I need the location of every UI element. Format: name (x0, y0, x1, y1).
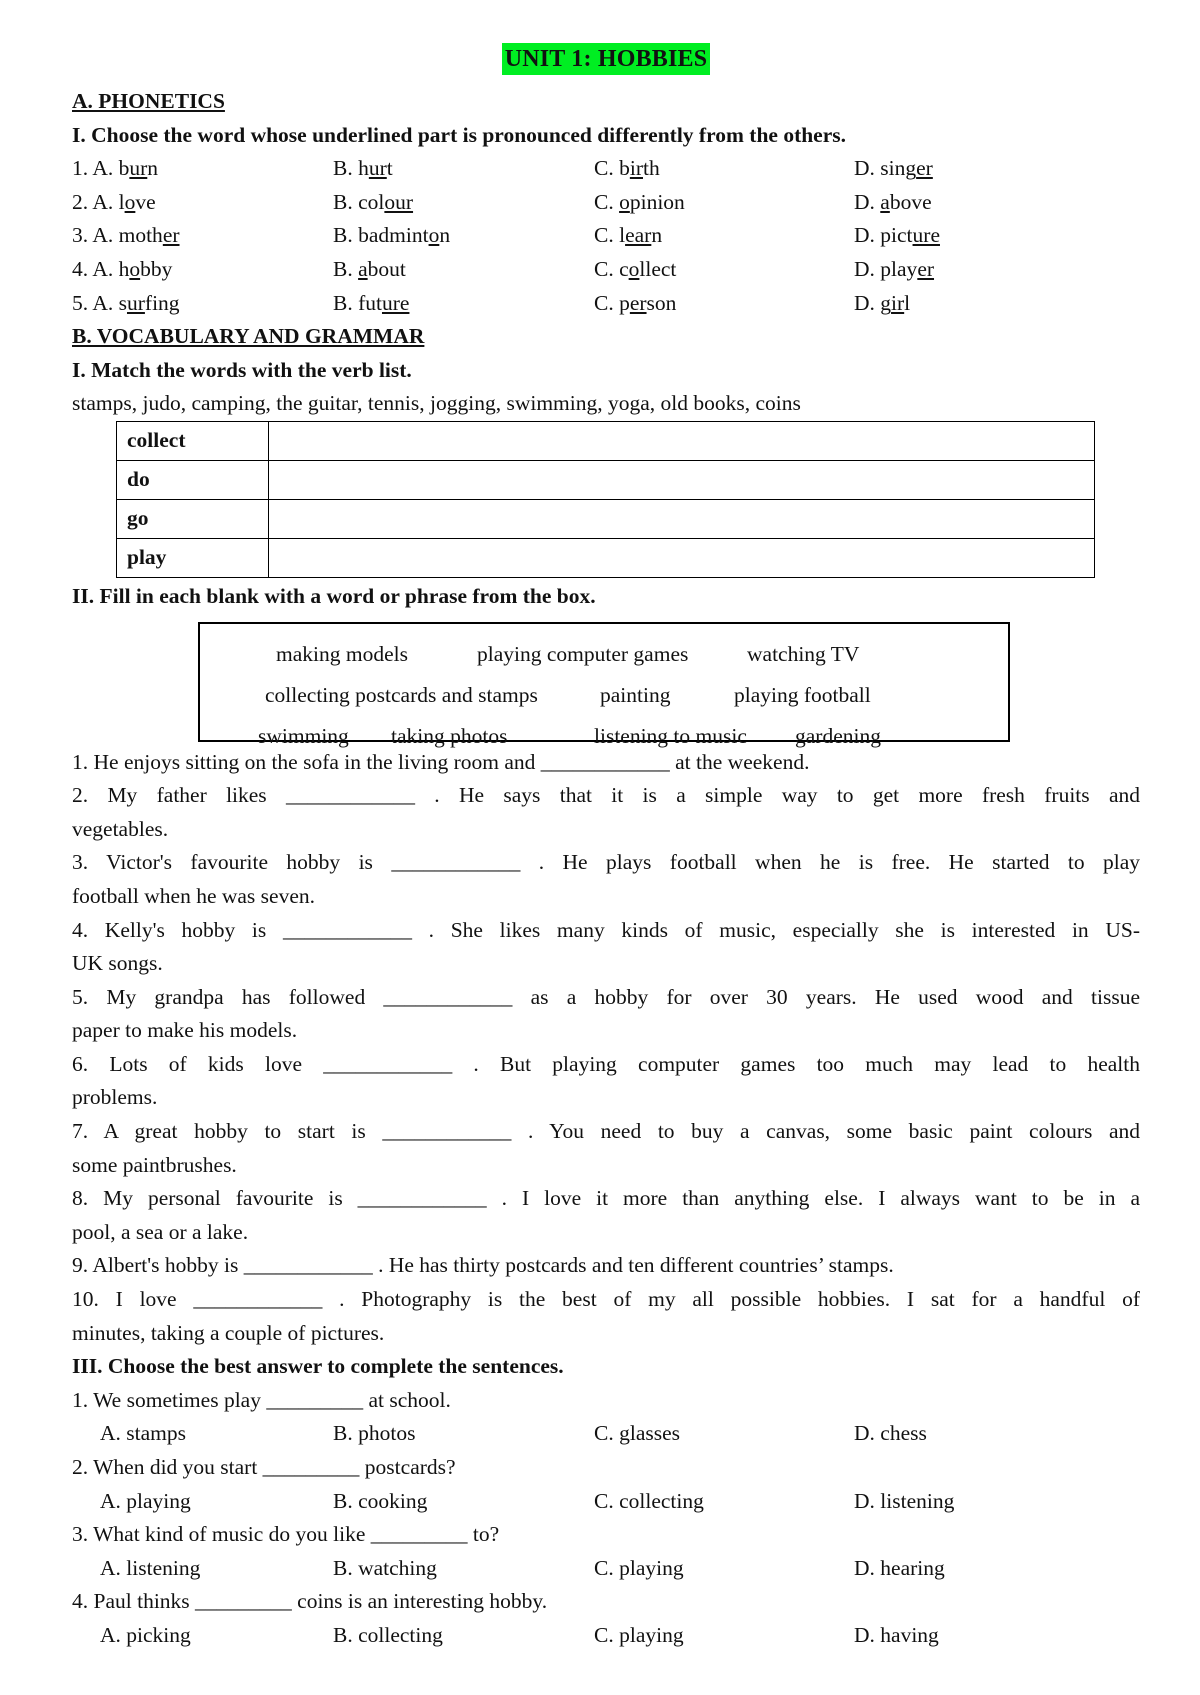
mc-options (72, 1485, 1140, 1519)
answer-cell[interactable] (269, 421, 1095, 460)
sentence-line: 2. My father likes ____________ . He says that it is a simple way to get more fresh fruits and (72, 783, 1140, 808)
option-label: D. (854, 223, 881, 248)
answer-option[interactable] (594, 287, 854, 321)
word-part: n (147, 156, 159, 181)
word-part: g (880, 290, 892, 315)
worksheet-page (72, 0, 1140, 1653)
word-part: s (118, 290, 127, 315)
word-part: badmint (358, 223, 429, 248)
option-label: B. (333, 156, 359, 181)
option-label: D. (854, 256, 881, 281)
mc-options (72, 1417, 1140, 1451)
sentence-line: vegetables. (72, 816, 169, 841)
word-part: pict (880, 223, 913, 248)
word-part: h (118, 256, 130, 281)
phonetics-list (72, 152, 1140, 320)
answer-option[interactable] (854, 219, 1104, 253)
answer-option[interactable]: C. collecting (594, 1488, 704, 1513)
multiple-choice-list (72, 1384, 1140, 1653)
fill-item (72, 1182, 1140, 1249)
box-phrase: swimming (258, 723, 349, 748)
word-part: n (651, 223, 663, 248)
answer-option[interactable] (854, 186, 1104, 220)
option-letter: A. (92, 223, 119, 248)
answer-option[interactable] (854, 253, 1104, 287)
sentence-line: football when he was seven. (72, 883, 315, 908)
word-part: bout (367, 256, 406, 281)
answer-option[interactable] (854, 287, 1104, 321)
box-phrase: gardening (795, 723, 881, 748)
answer-cell[interactable] (269, 538, 1095, 577)
answer-option[interactable] (594, 253, 854, 287)
answer-option[interactable]: A. listening (100, 1555, 201, 1580)
word-part: ve (135, 189, 156, 214)
underlined-part: a (358, 256, 368, 281)
option-label: 2. (72, 189, 89, 214)
answer-option[interactable]: C. playing (594, 1622, 684, 1647)
fill-item (72, 846, 1140, 913)
word-part: c (619, 256, 629, 281)
phonetics-item (72, 186, 1140, 220)
answer-option[interactable] (594, 219, 854, 253)
word-part: fing (144, 290, 180, 315)
option-label: C. (594, 290, 620, 315)
underlined-part: o (124, 189, 136, 214)
answer-option[interactable] (72, 219, 333, 253)
underlined-part: o (619, 189, 630, 214)
answer-option[interactable]: C. playing (594, 1555, 684, 1580)
answer-option[interactable] (72, 186, 333, 220)
word-part: b (118, 156, 130, 181)
section-b-heading: B. VOCABULARY AND GRAMMAR (72, 324, 425, 349)
word-part: bby (140, 256, 173, 281)
fill-item (72, 1048, 1140, 1115)
underlined-part: er (629, 290, 647, 315)
option-letter: A. (92, 189, 119, 214)
word-part: sing (880, 156, 917, 181)
mc-question: 3. What kind of music do you like _________ to? (72, 1522, 500, 1547)
mc-instruction: III. Choose the best answer to complete the sentences. (72, 1354, 564, 1379)
sentence-line: 5. My grandpa has followed ____________ as a hobby for over 30 years. He used wood and tissue (72, 984, 1140, 1009)
phonetics-item (72, 253, 1140, 287)
mc-options (72, 1619, 1140, 1653)
sentence-line: 6. Lots of kids love ____________ . But playing computer games too much may lead to health (72, 1051, 1140, 1076)
answer-option[interactable]: B. cooking (333, 1488, 428, 1513)
underlined-part: a (880, 189, 890, 214)
sentence-line: UK songs. (72, 951, 163, 976)
underlined-part: ur (368, 156, 387, 181)
underlined-part: o (428, 223, 440, 248)
section-a-heading: A. PHONETICS (72, 89, 225, 113)
underlined-part: er (162, 223, 180, 248)
box-phrase: collecting postcards and stamps (265, 682, 538, 707)
underlined-part: er (916, 156, 933, 181)
verb-go: go (117, 499, 269, 538)
box-phrase: playing computer games (477, 641, 689, 666)
sentence-line: 4. Kelly's hobby is ____________ . She likes many kinds of music, especially she is interested in US- (72, 917, 1140, 942)
sentence-line: 9. Albert's hobby is ____________ . He has thirty postcards and ten different countries’ stamps. (72, 1253, 894, 1278)
answer-option[interactable] (72, 253, 333, 287)
word-box-row (200, 675, 1008, 716)
box-phrase: watching TV (747, 641, 860, 666)
phonetics-item (72, 219, 1140, 253)
answer-option[interactable]: A. playing (100, 1488, 191, 1513)
underlined-part: er (917, 256, 935, 281)
answer-cell[interactable] (269, 460, 1095, 499)
fill-instruction: II. Fill in each blank with a word or phrase from the box. (72, 583, 596, 608)
option-label: 3. (72, 223, 89, 248)
word-part: b (619, 156, 630, 181)
fill-item (72, 1283, 1140, 1350)
underlined-part: o (129, 256, 141, 281)
fill-item (72, 779, 1140, 846)
answer-option[interactable] (333, 287, 594, 321)
word-part: th (642, 156, 660, 181)
option-label: C. (594, 256, 620, 281)
mc-options (72, 1552, 1140, 1586)
sentence-line: 10. I love ____________ . Photography is the best of my all possible hobbies. I sat for a handful of (72, 1287, 1140, 1312)
table-row (117, 538, 1095, 577)
mc-question: 2. When did you start _________ postcards? (72, 1455, 456, 1479)
word-part: llect (639, 256, 677, 281)
answer-option[interactable] (594, 152, 854, 186)
box-phrase: listening to music (594, 723, 747, 748)
answer-option[interactable] (333, 152, 594, 186)
word-part: l (118, 189, 125, 214)
verb-match-table (116, 421, 1095, 578)
sentence-line: 7. A great hobby to start is ____________ . You need to buy a canvas, some basic paint colours and (72, 1119, 1140, 1144)
option-label: D. (854, 189, 881, 214)
answer-option[interactable]: D. hearing (854, 1555, 945, 1580)
sentence-line: 1. He enjoys sitting on the sofa in the living room and ____________ at the weekend. (72, 749, 810, 774)
word-part: n (439, 223, 451, 248)
word-part: h (358, 156, 369, 181)
answer-cell[interactable] (269, 499, 1095, 538)
option-label: D. (854, 156, 881, 181)
sentence-line: some paintbrushes. (72, 1152, 237, 1177)
fill-item (72, 1249, 1140, 1283)
box-phrase: taking photos (391, 723, 508, 748)
word-part: fut (358, 290, 382, 315)
table-row (117, 421, 1095, 460)
match-instruction: I. Match the words with the verb list. (72, 357, 412, 382)
option-label: D. (854, 290, 881, 315)
table-row (117, 460, 1095, 499)
mc-question: 1. We sometimes play _________ at school. (72, 1387, 451, 1412)
option-label: 5. (72, 290, 89, 315)
option-letter: A. (92, 256, 119, 281)
answer-option[interactable] (333, 253, 594, 287)
box-phrase: making models (276, 641, 408, 666)
answer-option[interactable]: A. stamps (100, 1421, 186, 1446)
phonetics-item (72, 152, 1140, 186)
option-label: 4. (72, 256, 89, 281)
answer-option[interactable] (854, 152, 1104, 186)
box-phrase: painting (600, 682, 671, 707)
underlined-part: ur (126, 290, 145, 315)
word-box-row (200, 716, 1008, 757)
word-part: t (386, 156, 393, 181)
box-phrase: playing football (734, 682, 871, 707)
fill-item (72, 981, 1140, 1048)
answer-option[interactable] (72, 287, 333, 321)
option-label: C. (594, 156, 620, 181)
sentence-line: paper to make his models. (72, 1018, 298, 1043)
answer-option[interactable]: D. listening (854, 1488, 955, 1513)
word-part: play (880, 256, 918, 281)
verb-do: do (117, 460, 269, 499)
underlined-part: o (628, 256, 640, 281)
word-part: pinion (629, 189, 685, 214)
word-part: l (904, 290, 911, 315)
option-label: C. (594, 189, 620, 214)
underlined-part: ear (625, 223, 652, 248)
underlined-part: ir (891, 290, 905, 315)
sentence-line: 8. My personal favourite is ____________ . I love it more than anything else. I always want to be in a (72, 1186, 1140, 1211)
sentence-line: 3. Victor's favourite hobby is ____________ . He plays football when he is free. He started to play (72, 850, 1140, 875)
word-part: col (358, 189, 385, 214)
option-letter: A. (92, 290, 119, 315)
answer-option[interactable] (72, 152, 333, 186)
answer-option[interactable] (333, 219, 594, 253)
mc-question: 4. Paul thinks _________ coins is an interesting hobby. (72, 1589, 548, 1614)
word-part: bove (889, 189, 932, 214)
table-row (117, 499, 1095, 538)
underlined-part: ure (912, 223, 940, 248)
answer-option[interactable]: B. collecting (333, 1622, 443, 1647)
fill-blank-list (72, 746, 1140, 1351)
option-label: B. (333, 189, 359, 214)
underlined-part: ur (129, 156, 148, 181)
phonetics-item (72, 287, 1140, 321)
word-part: p (619, 290, 630, 315)
answer-option[interactable]: C. glasses (594, 1421, 680, 1446)
option-label: C. (594, 223, 620, 248)
answer-option[interactable] (594, 186, 854, 220)
option-label: 1. (72, 156, 89, 181)
answer-option[interactable]: D. chess (854, 1421, 927, 1446)
fill-item (72, 914, 1140, 981)
match-word-list: stamps, judo, camping, the guitar, tennis, jogging, swimming, yoga, old books, coins (72, 391, 801, 416)
option-label: B. (333, 223, 359, 248)
fill-item (72, 1115, 1140, 1182)
option-label: B. (333, 290, 359, 315)
word-part: l (619, 223, 626, 248)
answer-option[interactable]: B. watching (333, 1555, 437, 1580)
underlined-part: ure (381, 290, 410, 315)
title-container (72, 0, 1140, 85)
underlined-part: our (384, 189, 414, 214)
word-part: moth (118, 223, 163, 248)
answer-option[interactable]: A. picking (100, 1622, 191, 1647)
word-box-row (200, 634, 1008, 675)
word-part: son (646, 290, 677, 315)
underlined-part: ir (629, 156, 643, 181)
answer-option[interactable]: D. having (854, 1622, 939, 1647)
answer-option[interactable] (333, 186, 594, 220)
unit-title: UNIT 1: HOBBIES (502, 43, 711, 75)
sentence-line: problems. (72, 1085, 158, 1110)
sentence-line: minutes, taking a couple of pictures. (72, 1320, 385, 1345)
word-box (198, 622, 1010, 748)
sentence-line: pool, a sea or a lake. (72, 1219, 249, 1244)
phonetics-instruction: I. Choose the word whose underlined part is pronounced differently from the others. (72, 122, 847, 147)
verb-collect: collect (117, 421, 269, 460)
verb-play: play (117, 538, 269, 577)
option-label: B. (333, 256, 359, 281)
answer-option[interactable]: B. photos (333, 1421, 416, 1446)
option-letter: A. (92, 156, 119, 181)
